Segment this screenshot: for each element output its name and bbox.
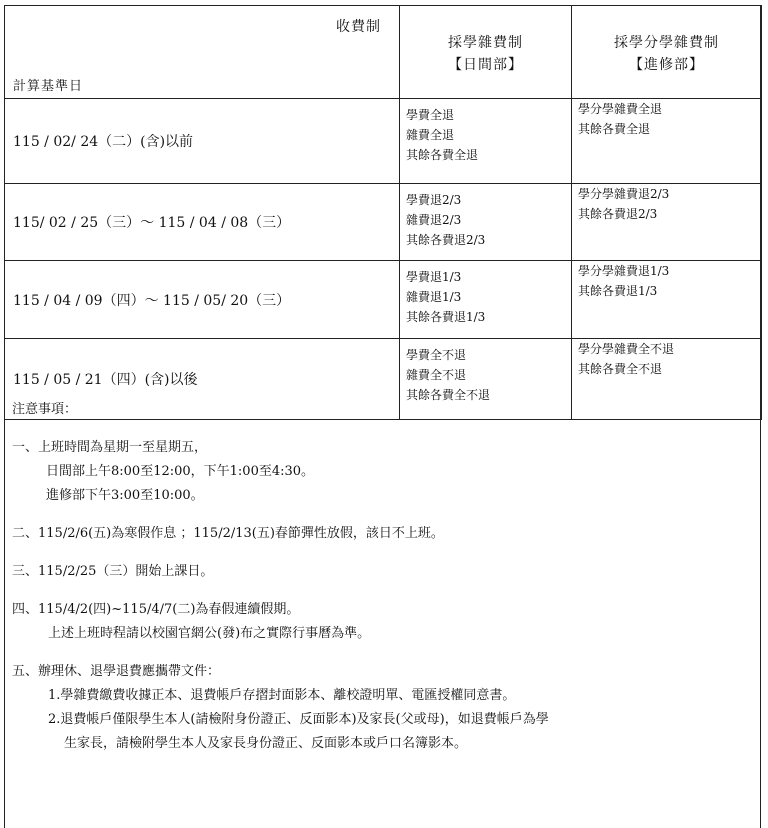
rule-line: 學費全退: [406, 108, 455, 122]
row-date: 115 / 05 / 21（四）(含)以後: [5, 339, 400, 420]
row-evening-rules: [572, 184, 762, 261]
rule-line: 其餘各費全不退: [406, 388, 491, 402]
note-item-4: 四、115/4/2(四)~115/4/7(二)為春假連續假期。: [12, 602, 300, 617]
refund-table: [4, 5, 762, 420]
rule-line: 雜費全不退: [406, 368, 467, 382]
header-evening-division: [572, 6, 762, 99]
row-evening-rules: [572, 261, 762, 339]
row-evening-rules: [572, 99, 762, 184]
notes-section: [12, 398, 752, 756]
row-day-rules: [400, 184, 572, 261]
note-item-2: 二、115/2/6(五)為寒假作息 ；115/2/13(五)春節彈性放假，該日不上班。: [12, 526, 444, 541]
header-day-line2: 【日間部】: [448, 57, 523, 73]
corner-label-fee-system: 收費制: [336, 19, 381, 35]
table-row: [5, 99, 762, 184]
rule-line: 學分學雜費退2/3: [578, 187, 670, 201]
header-day-line1: 採學雜費制: [448, 35, 523, 51]
note-item-5: 五、辦理休、退學退費應攜帶文件：: [12, 664, 221, 679]
rule-line: 其餘各費退2/3: [406, 233, 486, 247]
note-item-1-detail: 進修部下午3:00至10:00。: [46, 488, 204, 503]
notes-title: 注意事項：: [12, 402, 78, 417]
rule-line: 雜費全退: [406, 128, 455, 142]
rule-line: 其餘各費全不退: [578, 362, 663, 376]
rule-line: 學費全不退: [406, 348, 467, 362]
row-date: 115/ 02 / 25（三）～ 115 / 04 / 08（三）: [5, 184, 400, 261]
rule-line: 其餘各費退1/3: [406, 310, 486, 324]
rule-line: 學分學雜費退1/3: [578, 264, 670, 278]
row-day-rules: [400, 261, 572, 339]
row-date: 115 / 04 / 09（四）～ 115 / 05/ 20（三）: [5, 261, 400, 339]
rule-line: 雜費退1/3: [406, 290, 462, 304]
table-row: [5, 184, 762, 261]
row-day-rules: [400, 99, 572, 184]
rule-line: 學分學雜費全不退: [578, 342, 675, 356]
header-day-division: [400, 6, 572, 99]
note-item-1: 一、上班時間為星期一至星期五，: [12, 440, 208, 455]
rule-line: 其餘各費退2/3: [578, 207, 658, 221]
corner-label-base-date: 計算基準日: [13, 79, 84, 94]
header-corner-cell: [5, 6, 400, 99]
note-item-5-sub1: 1.學雜費繳費收據正本、退費帳戶存摺封面影本、離校證明單、電匯授權同意書。: [48, 688, 516, 703]
note-item-1-detail: 日間部上午8:00至12:00，下午1:00至4:30。: [46, 464, 315, 479]
rule-line: 其餘各費全退: [406, 148, 479, 162]
rule-line: 學費退1/3: [406, 270, 462, 284]
note-item-5-sub2-cont: 生家長，請檢附學生本人及家長身份證正、反面影本或戶口名簿影本。: [64, 736, 468, 751]
rule-line: 學費退2/3: [406, 193, 462, 207]
note-item-5-sub2: 2.退費帳戶僅限學生本人(請檢附身份證正、反面影本)及家長(父或母)，如退費帳戶為學: [48, 712, 549, 727]
rule-line: 學分學雜費全退: [578, 102, 663, 116]
rule-line: 其餘各費退1/3: [578, 284, 658, 298]
rule-line: 其餘各費全退: [578, 122, 651, 136]
header-evening-line2: 【進修部】: [629, 57, 704, 73]
table-row: [5, 261, 762, 339]
note-item-3: 三、115/2/25（三）開始上課日。: [12, 564, 214, 579]
rule-line: 雜費退2/3: [406, 213, 462, 227]
note-item-4-detail: 上述上班時程請以校園官網公(發)布之實際行事曆為準。: [48, 626, 371, 641]
row-date: 115 / 02/ 24（二）(含)以前: [5, 99, 400, 184]
table-header-row: [5, 6, 762, 99]
header-evening-line1: 採學分學雜費制: [614, 35, 719, 51]
